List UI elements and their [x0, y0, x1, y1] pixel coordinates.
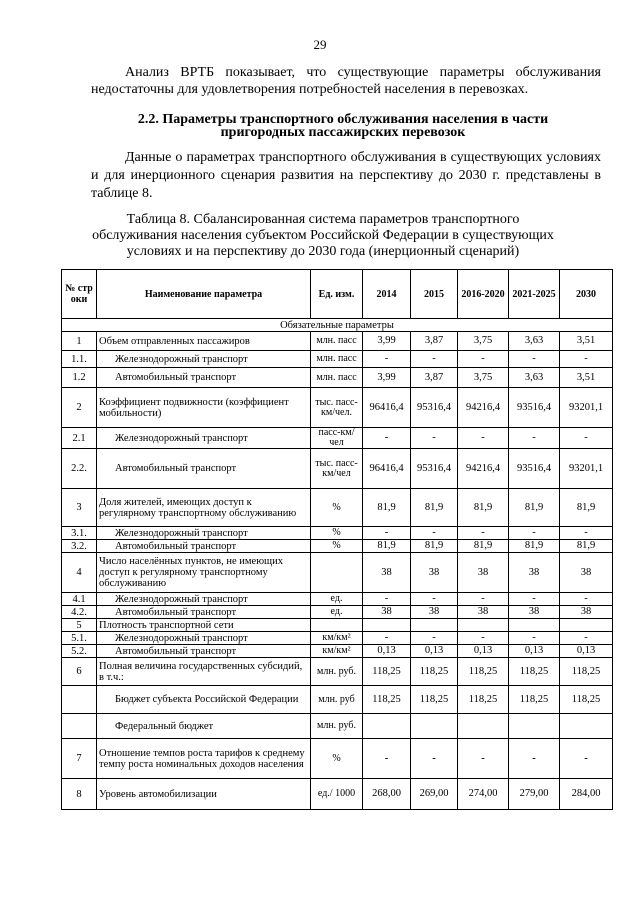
value-cell: 118,25: [363, 658, 411, 686]
unit-cell: тыс. пасс-км/чел.: [311, 388, 363, 428]
value-cell: 3,51: [560, 368, 613, 388]
unit-cell: млн. руб: [311, 686, 363, 714]
unit-cell: млн. пасс: [311, 368, 363, 388]
unit-cell: млн. руб.: [311, 714, 363, 739]
value-cell: 81,9: [509, 540, 560, 553]
unit-cell: пасс-км/чел: [311, 428, 363, 449]
header-unit: Ед. изм.: [311, 270, 363, 319]
value-cell: -: [509, 739, 560, 779]
value-cell: 3,87: [411, 368, 458, 388]
row-number: 4.1: [62, 593, 97, 606]
value-cell: 38: [363, 606, 411, 619]
row-number: [62, 686, 97, 714]
value-cell: 38: [509, 553, 560, 593]
value-cell: 0,13: [509, 645, 560, 658]
value-cell: 0,13: [560, 645, 613, 658]
parameter-name: Железнодорожный транспорт: [97, 593, 311, 606]
parameter-name: Отношение темпов роста тарифов к среднему темпу роста номинальных доходов населения: [97, 739, 311, 779]
value-cell: 93201,1: [560, 388, 613, 428]
row-number: 1.1.: [62, 351, 97, 368]
row-number: 4: [62, 553, 97, 593]
value-cell: -: [560, 428, 613, 449]
value-cell: 3,63: [509, 368, 560, 388]
unit-cell: %: [311, 739, 363, 779]
value-cell: 0,13: [363, 645, 411, 658]
value-cell: 118,25: [363, 686, 411, 714]
section-row: [62, 319, 613, 332]
parameter-name: Коэффициент подвижности (коэффициент мобильности): [97, 388, 311, 428]
value-cell: -: [509, 428, 560, 449]
value-cell: -: [560, 593, 613, 606]
unit-cell: %: [311, 527, 363, 540]
table-row: [62, 606, 613, 619]
value-cell: 81,9: [509, 489, 560, 527]
value-cell: -: [363, 428, 411, 449]
value-cell: 269,00: [411, 779, 458, 810]
unit-cell: [311, 553, 363, 593]
value-cell: 118,25: [411, 658, 458, 686]
value-cell: [458, 619, 509, 632]
value-cell: 81,9: [411, 540, 458, 553]
table-row: [62, 368, 613, 388]
table-row: [62, 428, 613, 449]
parameter-name: Автомобильный транспорт: [97, 606, 311, 619]
parameter-name: Автомобильный транспорт: [97, 449, 311, 489]
table-row: [62, 388, 613, 428]
value-cell: 81,9: [411, 489, 458, 527]
intro-paragraph: Анализ ВРТБ показывает, что существующие параметры обслуживания недостаточны для удовлетворения потребностей населения в перевозках.: [91, 65, 601, 97]
value-cell: 93516,4: [509, 388, 560, 428]
value-cell: 279,00: [509, 779, 560, 810]
parameter-name: Федеральный бюджет: [97, 714, 311, 739]
header-period-2021-2025: 2021-2025: [509, 270, 560, 319]
row-number: 2.2.: [62, 449, 97, 489]
parameter-name: Уровень автомобилизации: [97, 779, 311, 810]
table-row: [62, 714, 613, 739]
value-cell: 81,9: [458, 540, 509, 553]
parameter-name: Объем отправленных пассажиров: [97, 332, 311, 351]
value-cell: [411, 714, 458, 739]
unit-cell: [311, 619, 363, 632]
value-cell: 81,9: [363, 489, 411, 527]
value-cell: 38: [458, 553, 509, 593]
value-cell: 3,99: [363, 368, 411, 388]
value-cell: -: [560, 527, 613, 540]
value-cell: -: [509, 632, 560, 645]
row-number: 1: [62, 332, 97, 351]
unit-cell: км/км²: [311, 632, 363, 645]
parameter-name: Железнодорожный транспорт: [97, 428, 311, 449]
parameter-name: Плотность транспортной сети: [97, 619, 311, 632]
table-row: [62, 449, 613, 489]
value-cell: -: [363, 527, 411, 540]
parameter-name: Железнодорожный транспорт: [97, 527, 311, 540]
value-cell: 38: [411, 606, 458, 619]
header-year-2014: 2014: [363, 270, 411, 319]
value-cell: [363, 619, 411, 632]
table-row: [62, 658, 613, 686]
value-cell: -: [458, 593, 509, 606]
table-row: [62, 553, 613, 593]
value-cell: 38: [411, 553, 458, 593]
value-cell: -: [458, 739, 509, 779]
header-parameter-name: Наименование параметра: [97, 270, 311, 319]
value-cell: -: [411, 428, 458, 449]
page-number: 29: [313, 37, 327, 52]
value-cell: -: [458, 527, 509, 540]
value-cell: 38: [560, 606, 613, 619]
value-cell: 3,51: [560, 332, 613, 351]
table-header-row: [62, 270, 613, 319]
parameter-name: Доля жителей, имеющих доступ к регулярному транспортному обслуживанию: [97, 489, 311, 527]
value-cell: [560, 714, 613, 739]
value-cell: 96416,4: [363, 449, 411, 489]
value-cell: -: [363, 351, 411, 368]
value-cell: 38: [363, 553, 411, 593]
row-number: 6: [62, 658, 97, 686]
value-cell: [458, 714, 509, 739]
row-number: 3.1.: [62, 527, 97, 540]
row-number: 2: [62, 388, 97, 428]
value-cell: 3,99: [363, 332, 411, 351]
table-row: [62, 645, 613, 658]
row-number: 5.2.: [62, 645, 97, 658]
value-cell: 96416,4: [363, 388, 411, 428]
header-row-number: № стр оки: [62, 270, 97, 319]
value-cell: 93201,1: [560, 449, 613, 489]
row-number: 5.1.: [62, 632, 97, 645]
value-cell: 118,25: [560, 686, 613, 714]
value-cell: 81,9: [363, 540, 411, 553]
value-cell: 118,25: [411, 686, 458, 714]
table-row: [62, 332, 613, 351]
unit-cell: км/км²: [311, 645, 363, 658]
value-cell: 94216,4: [458, 388, 509, 428]
value-cell: -: [560, 351, 613, 368]
row-number: 3.2.: [62, 540, 97, 553]
value-cell: -: [411, 739, 458, 779]
value-cell: 95316,4: [411, 449, 458, 489]
value-cell: 268,00: [363, 779, 411, 810]
parameter-name: Автомобильный транспорт: [97, 645, 311, 658]
row-number: 1.2: [62, 368, 97, 388]
value-cell: -: [509, 351, 560, 368]
parameter-name: Автомобильный транспорт: [97, 540, 311, 553]
value-cell: 3,75: [458, 368, 509, 388]
parameter-name: Полная величина государственных субсидий, в т.ч.:: [97, 658, 311, 686]
value-cell: -: [560, 739, 613, 779]
unit-cell: %: [311, 489, 363, 527]
unit-cell: млн. пасс: [311, 332, 363, 351]
row-number: 2.1: [62, 428, 97, 449]
value-cell: 118,25: [509, 658, 560, 686]
value-cell: [509, 619, 560, 632]
value-cell: 3,75: [458, 332, 509, 351]
section-heading: 2.2. Параметры транспортного обслуживания населения в части пригородных пассажирских перевозок: [137, 112, 549, 140]
value-cell: -: [363, 593, 411, 606]
value-cell: 118,25: [560, 658, 613, 686]
table-row: [62, 593, 613, 606]
table-row: [62, 351, 613, 368]
value-cell: -: [411, 527, 458, 540]
unit-cell: млн. пасс: [311, 351, 363, 368]
value-cell: 94216,4: [458, 449, 509, 489]
row-number: 7: [62, 739, 97, 779]
value-cell: -: [363, 632, 411, 645]
table-row: [62, 686, 613, 714]
table-row: [62, 739, 613, 779]
row-number: 3: [62, 489, 97, 527]
unit-cell: ед.: [311, 593, 363, 606]
header-period-2016-2020: 2016-2020: [458, 270, 509, 319]
value-cell: -: [363, 739, 411, 779]
value-cell: 274,00: [458, 779, 509, 810]
value-cell: -: [411, 351, 458, 368]
value-cell: 81,9: [560, 540, 613, 553]
value-cell: [560, 619, 613, 632]
parameters-table: [61, 269, 613, 810]
value-cell: -: [509, 593, 560, 606]
value-cell: -: [458, 351, 509, 368]
value-cell: 81,9: [560, 489, 613, 527]
row-number: 4.2.: [62, 606, 97, 619]
row-number: 8: [62, 779, 97, 810]
value-cell: 118,25: [458, 658, 509, 686]
value-cell: -: [560, 632, 613, 645]
table-row: [62, 619, 613, 632]
value-cell: -: [411, 593, 458, 606]
value-cell: [363, 714, 411, 739]
table-row: [62, 540, 613, 553]
value-cell: -: [411, 632, 458, 645]
value-cell: 3,87: [411, 332, 458, 351]
row-number: [62, 714, 97, 739]
table-row: [62, 632, 613, 645]
value-cell: 118,25: [458, 686, 509, 714]
value-cell: 3,63: [509, 332, 560, 351]
value-cell: 81,9: [458, 489, 509, 527]
value-cell: -: [458, 428, 509, 449]
value-cell: -: [509, 527, 560, 540]
header-year-2030: 2030: [560, 270, 613, 319]
parameter-name: Железнодорожный транспорт: [97, 632, 311, 645]
unit-cell: ед./ 1000: [311, 779, 363, 810]
value-cell: 38: [560, 553, 613, 593]
value-cell: 93516,4: [509, 449, 560, 489]
parameter-name: Железнодорожный транспорт: [97, 351, 311, 368]
table-row: [62, 779, 613, 810]
value-cell: [411, 619, 458, 632]
value-cell: -: [458, 632, 509, 645]
value-cell: 38: [509, 606, 560, 619]
table-row: [62, 489, 613, 527]
value-cell: 118,25: [509, 686, 560, 714]
value-cell: 0,13: [458, 645, 509, 658]
parameter-name: Бюджет субъекта Российской Федерации: [97, 686, 311, 714]
parameter-name: Автомобильный транспорт: [97, 368, 311, 388]
value-cell: 95316,4: [411, 388, 458, 428]
table-row: [62, 527, 613, 540]
header-year-2015: 2015: [411, 270, 458, 319]
value-cell: 38: [458, 606, 509, 619]
table-caption: Таблица 8. Сбалансированная система параметров транспортного обслуживания населения субъектом Российской Федерации в существующих условиях и на перспективу до 2030 года (инерционный сценарий): [92, 212, 554, 259]
unit-cell: %: [311, 540, 363, 553]
section-title: Обязательные параметры: [62, 319, 613, 332]
parameter-name: Число населённых пунктов, не имеющих доступ к регулярному транспортному обслуживанию: [97, 553, 311, 593]
unit-cell: ед.: [311, 606, 363, 619]
unit-cell: млн. руб.: [311, 658, 363, 686]
body-paragraph: Данные о параметрах транспортного обслуживания в существующих условиях и для инерционного сценария развития на перспективу до 2030 г. представлены в таблице 8.: [91, 150, 601, 201]
value-cell: 284,00: [560, 779, 613, 810]
unit-cell: тыс. пасс-км/чел: [311, 449, 363, 489]
value-cell: 0,13: [411, 645, 458, 658]
value-cell: [509, 714, 560, 739]
row-number: 5: [62, 619, 97, 632]
